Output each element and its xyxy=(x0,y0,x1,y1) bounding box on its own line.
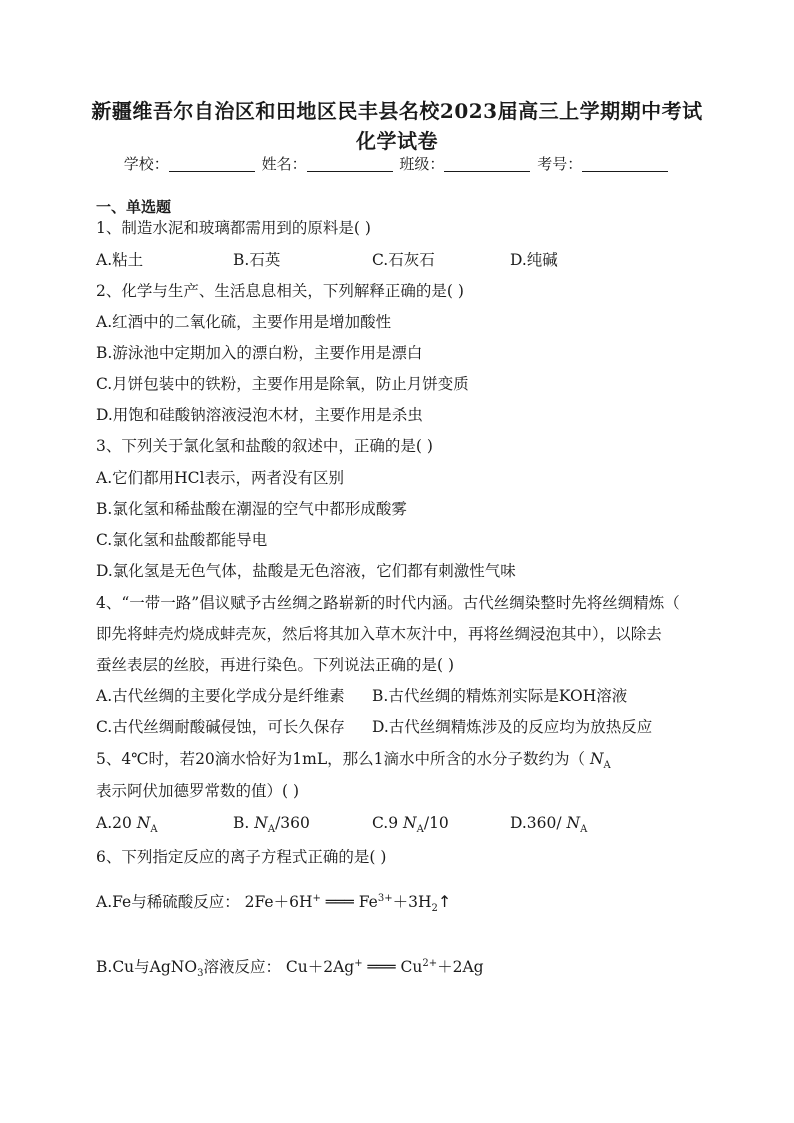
q2-option-c: C.月饼包装中的铁粉，主要作用是除氧，防止月饼变质 xyxy=(96,375,469,393)
q4-option-a: A.古代丝绸的主要化学成分是纤维素 xyxy=(96,687,345,705)
q2-option-a: A.红酒中的二氧化硫，主要作用是增加酸性 xyxy=(96,313,392,331)
q2-option-d: D.用饱和硅酸钠溶液浸泡木材，主要作用是杀虫 xyxy=(96,406,423,424)
q5-stem-line1 xyxy=(96,747,611,771)
name-blank[interactable] xyxy=(307,157,393,172)
school-blank[interactable] xyxy=(169,157,255,172)
gas-arrow-icon: ↑ xyxy=(437,892,452,911)
q5-stem-text: 5、4℃时，若20滴水恰好为1mL，那么1滴水中所含的水分子数约为（ xyxy=(96,750,586,768)
q2-option-b: B.游泳池中定期加入的漂白粉，主要作用是漂白 xyxy=(96,344,423,362)
q1-option-b: B.石英 xyxy=(233,251,281,269)
q4-option-c: C.古代丝绸耐酸碱侵蚀，可长久保存 xyxy=(96,718,345,736)
exam-number-blank[interactable] xyxy=(582,157,668,172)
q5-stem-line2: 表示阿伏加德罗常数的值）( ) xyxy=(96,782,300,800)
q4-stem-line1: 4、“一带一路”倡议赋予古丝绸之路崭新的时代内涵。古代丝绸染整时先将丝绸精炼（ xyxy=(96,594,680,612)
q1-option-d: D.纯碱 xyxy=(510,251,558,269)
class-label: 班级： xyxy=(399,155,445,173)
q5-option-d: D.360/ $N_A$ xyxy=(510,814,588,836)
exam-title-line2: 化学试卷 xyxy=(356,129,438,153)
q1-option-a: A.粘土 xyxy=(96,251,144,269)
avogadro-symbol: N xyxy=(589,750,604,768)
student-info-row xyxy=(0,153,794,174)
q1-option-c: C.石灰石 xyxy=(372,251,435,269)
q5-option-a: A.20 $N_A$ xyxy=(96,814,158,836)
q2-stem: 2、化学与生产、生活息息相关，下列解释正确的是( ) xyxy=(96,282,464,300)
q6-option-a-label: A.Fe与稀硫酸反应： xyxy=(96,893,240,911)
q4-stem-line3: 蚕丝表层的丝胶，再进行染色。下列说法正确的是( ) xyxy=(96,656,455,674)
q1-stem: 1、制造水泥和玻璃都需用到的原料是( ) xyxy=(96,219,371,237)
q4-option-b: B.古代丝绸的精炼剂实际是KOH溶液 xyxy=(372,687,628,705)
q6-option-b-equation: Cu＋2Ag+ ═══ $Cu^{2+}+2Ag$ xyxy=(285,957,484,976)
q3-stem: 3、下列关于氯化氢和盐酸的叙述中，正确的是( ) xyxy=(96,437,433,455)
q6-stem: 6、下列指定反应的离子方程式正确的是( ) xyxy=(96,848,387,866)
q3-option-d: D.氯化氢是无色气体，盐酸是无色溶液，它们都有刺激性气味 xyxy=(96,562,516,580)
q3-option-b: B.氯化氢和稀盐酸在潮湿的空气中都形成酸雾 xyxy=(96,500,407,518)
exam-title-line1: 新疆维吾尔自治区和田地区民丰县名校2023届高三上学期期中考试 xyxy=(91,99,703,123)
school-label: 学校： xyxy=(123,155,169,173)
class-blank[interactable] xyxy=(444,157,530,172)
q3-option-a: A.它们都用HCl表示，两者没有区别 xyxy=(96,469,344,487)
q4-stem-line2: 即先将蚌壳灼烧成蚌壳灰，然后将其加入草木灰汁中，再将丝绸浸泡其中），以除去 xyxy=(96,625,662,643)
q6-option-a-equation: 2Fe＋6H+ ═══ $Fe^{3+}+3H_2↑$ xyxy=(244,892,452,915)
section-heading: 一、单选题 xyxy=(96,198,172,216)
exam-number-label: 考号： xyxy=(537,155,583,173)
name-label: 姓名： xyxy=(261,155,307,173)
q3-option-c: C.氯化氢和盐酸都能导电 xyxy=(96,531,268,549)
q6-option-b: B.Cu与AgNO$_3$溶液反应： Cu＋2Ag+ ═══ $Cu^{2+}+2Ag$ xyxy=(96,957,484,980)
q4-option-d: D.古代丝绸精炼涉及的反应均为放热反应 xyxy=(372,718,653,736)
q6-option-b-label: B.Cu与 xyxy=(96,958,150,976)
avogadro-subscript: A xyxy=(603,760,611,772)
q6-option-a xyxy=(96,890,451,914)
q5-option-b: B. $N_A/360$ xyxy=(233,814,310,836)
q5-option-c: C.9 $N_A/10$ xyxy=(372,814,449,836)
